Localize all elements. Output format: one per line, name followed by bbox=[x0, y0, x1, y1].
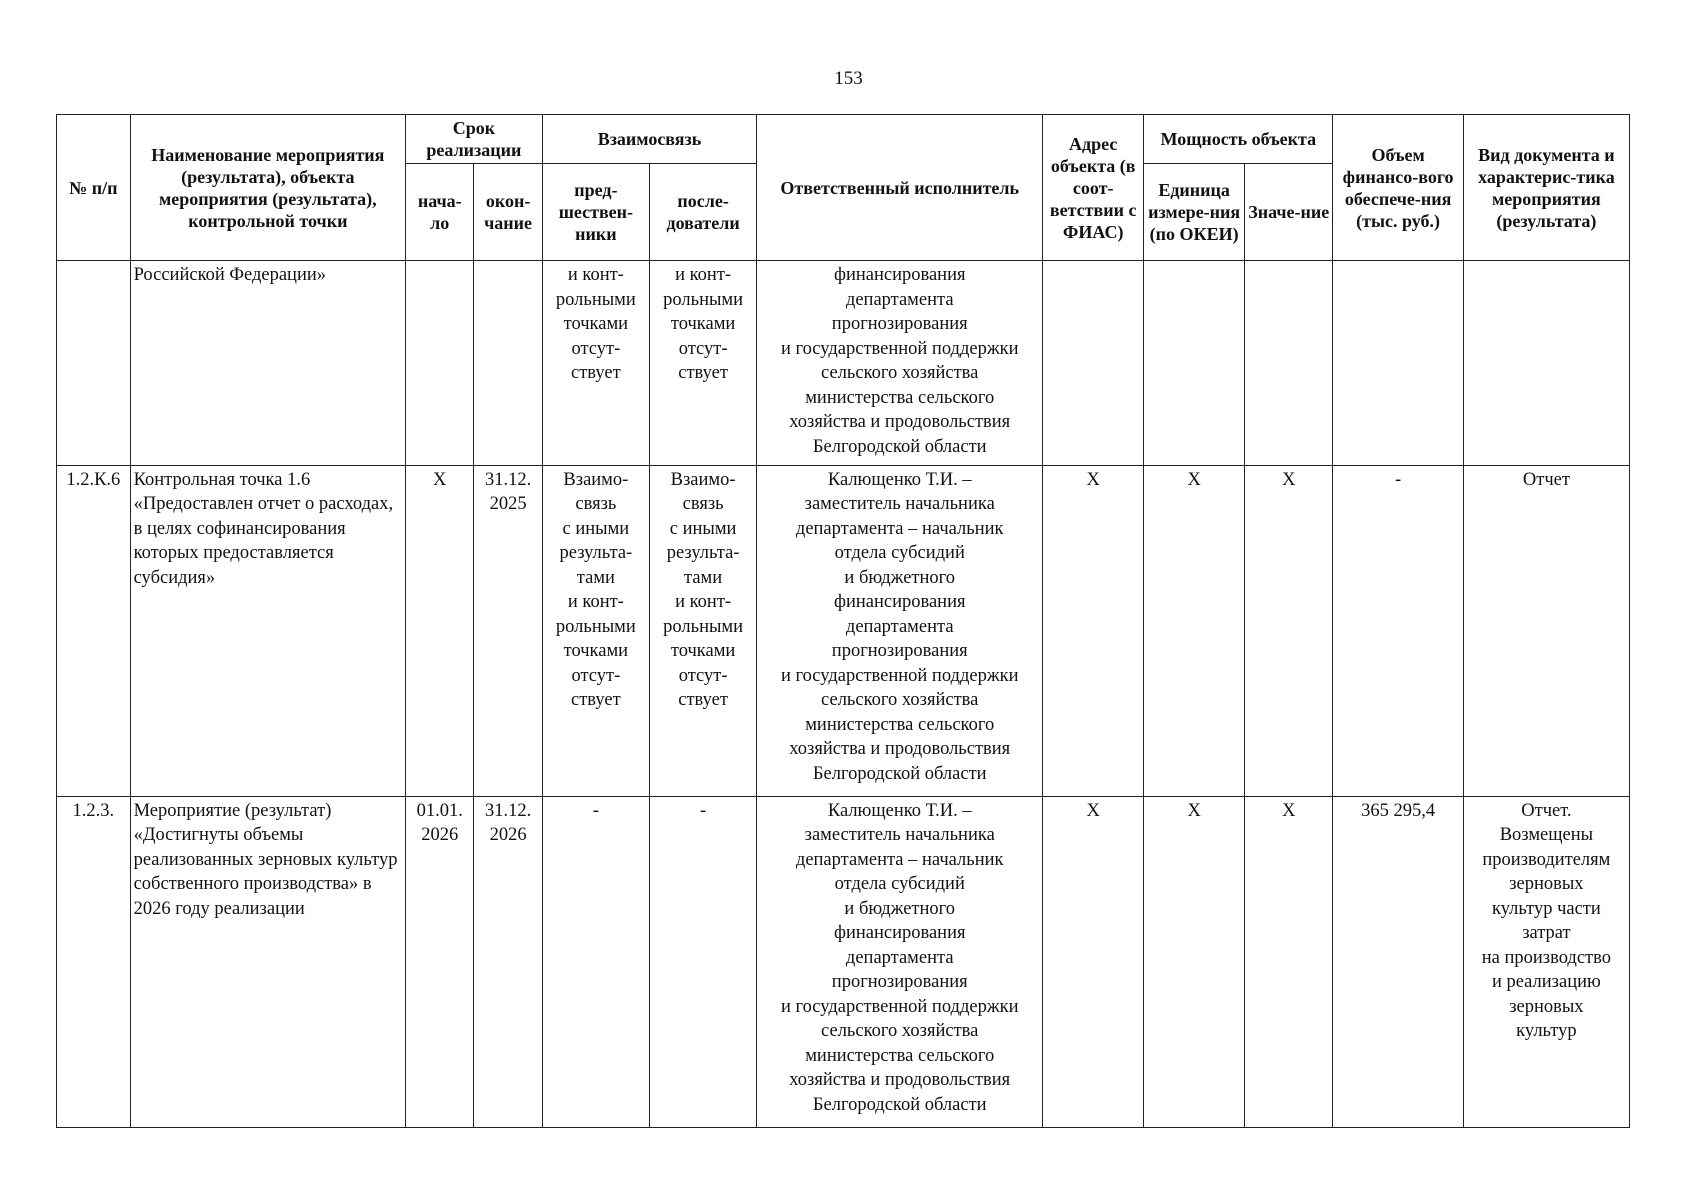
cell-line: прогнозирования bbox=[831, 314, 968, 334]
cell-line: ствует bbox=[678, 363, 728, 383]
cell-line: Белгородской области bbox=[812, 1094, 987, 1115]
cell-line: отсут- bbox=[571, 338, 621, 359]
table-row bbox=[57, 796, 1630, 1127]
row-responsible bbox=[757, 465, 1043, 796]
cell-line: Отчет bbox=[1522, 469, 1570, 490]
cell-line: зерновых bbox=[1509, 996, 1584, 1017]
cell-line: затрат bbox=[1522, 923, 1571, 944]
cell-line: и конт- bbox=[567, 265, 624, 285]
cell-line: культур части bbox=[1491, 898, 1601, 919]
cell-line: рольными bbox=[555, 616, 636, 637]
cell-line: и конт- bbox=[675, 265, 732, 285]
header-term: Срок реализации bbox=[406, 115, 543, 164]
cell-line: хозяйства и продовольствия bbox=[789, 739, 1011, 760]
header-capacity: Мощность объекта bbox=[1144, 115, 1333, 164]
cell-line: результа- bbox=[666, 543, 740, 564]
row-finance bbox=[1333, 261, 1463, 466]
cell-line: министерства сельского bbox=[805, 387, 995, 408]
cell-line: департамента – начальник bbox=[795, 849, 1004, 870]
row-num bbox=[57, 261, 131, 466]
cell-line: департамента – начальник bbox=[795, 518, 1004, 539]
cell-line: и реализацию bbox=[1491, 972, 1601, 993]
cell-line: финансирования bbox=[833, 592, 966, 613]
row-responsible bbox=[757, 261, 1043, 466]
header-row-top bbox=[57, 115, 1630, 164]
row-doc bbox=[1463, 261, 1629, 466]
cell-line: рольными bbox=[663, 616, 744, 637]
row-value: X bbox=[1245, 796, 1333, 1127]
cell-line: сельского хозяйства bbox=[821, 363, 979, 383]
cell-line: Возмещены bbox=[1499, 825, 1594, 846]
cell-line: Белгородской области bbox=[812, 436, 987, 457]
cell-line: финансирования bbox=[833, 265, 966, 285]
cell-line: Отчет. bbox=[1521, 800, 1572, 821]
header-responsible: Ответственный исполнитель bbox=[757, 115, 1043, 261]
cell-line: тами bbox=[576, 567, 615, 588]
cell-line: результа- bbox=[559, 543, 633, 564]
row-address: X bbox=[1043, 796, 1144, 1127]
cell-line: ствует bbox=[678, 690, 728, 711]
row-name: Российской Федерации» bbox=[130, 261, 405, 466]
row-unit bbox=[1144, 261, 1245, 466]
table-row bbox=[57, 261, 1630, 466]
cell-line: Калющенко Т.И. – bbox=[827, 469, 972, 490]
cell-line: точками bbox=[670, 314, 736, 334]
cell-line: хозяйства и продовольствия bbox=[789, 1070, 1011, 1091]
cell-line: тами bbox=[684, 567, 723, 588]
cell-line: с иными bbox=[669, 518, 737, 539]
row-doc bbox=[1463, 796, 1629, 1127]
cell-line: ствует bbox=[571, 690, 621, 711]
header-relation-pred: пред-шествен-ники bbox=[542, 164, 649, 261]
cell-line: - bbox=[592, 800, 599, 821]
cell-line: связь bbox=[682, 494, 724, 515]
row-end: 31.12. 2025 bbox=[474, 465, 542, 796]
cell-line: Взаимо- bbox=[563, 469, 629, 490]
row-finance: 365 295,4 bbox=[1333, 796, 1463, 1127]
row-start: 01.01. 2026 bbox=[406, 796, 474, 1127]
header-term-start: нача-ло bbox=[406, 164, 474, 261]
cell-line: хозяйства и продовольствия bbox=[789, 412, 1011, 432]
row-finance: - bbox=[1333, 465, 1463, 796]
row-responsible bbox=[757, 796, 1043, 1127]
header-address: Адрес объекта (в соот-ветствии с ФИАС) bbox=[1043, 115, 1144, 261]
header-relation: Взаимосвязь bbox=[542, 115, 756, 164]
row-start bbox=[406, 261, 474, 466]
header-capacity-unit: Единица измере-ния (по ОКЕИ) bbox=[1144, 164, 1245, 261]
cell-line: ствует bbox=[571, 363, 621, 383]
row-succ bbox=[649, 796, 756, 1127]
cell-line: финансирования bbox=[833, 923, 966, 944]
row-unit: X bbox=[1144, 465, 1245, 796]
row-pred bbox=[542, 465, 649, 796]
cell-line: и бюджетного bbox=[844, 898, 956, 919]
cell-line: прогнозирования bbox=[831, 641, 968, 662]
row-value: X bbox=[1245, 465, 1333, 796]
header-finance: Объем финансо-вого обеспече-ния (тыс. руб.) bbox=[1333, 115, 1463, 261]
cell-line: рольными bbox=[555, 289, 636, 310]
cell-line: - bbox=[700, 800, 707, 821]
cell-line: отсут- bbox=[678, 665, 728, 686]
row-name: Контрольная точка 1.6 «Предоставлен отчет о расходах, в целях софинансирования которых предоставляется субсидия» bbox=[130, 465, 405, 796]
cell-line: прогнозирования bbox=[831, 972, 968, 993]
cell-line: отдела субсидий bbox=[834, 543, 965, 564]
cell-line: и конт- bbox=[675, 592, 732, 613]
cell-line: культур bbox=[1516, 1021, 1577, 1042]
row-unit: X bbox=[1144, 796, 1245, 1127]
header-relation-succ: после-дователи bbox=[649, 164, 756, 261]
row-pred bbox=[542, 796, 649, 1127]
cell-line: и государственной поддержки bbox=[780, 665, 1019, 686]
row-start: X bbox=[406, 465, 474, 796]
cell-line: департамента bbox=[845, 947, 954, 968]
cell-line: министерства сельского bbox=[805, 1045, 995, 1066]
cell-line: сельского хозяйства bbox=[821, 690, 979, 711]
header-term-end: окон-чание bbox=[474, 164, 542, 261]
row-address bbox=[1043, 261, 1144, 466]
page-number: 153 bbox=[834, 68, 863, 89]
cell-line: рольными bbox=[663, 289, 744, 310]
cell-line: отсут- bbox=[678, 338, 728, 359]
cell-line: точками bbox=[563, 641, 629, 662]
cell-line: и бюджетного bbox=[844, 567, 956, 588]
header-num: № п/п bbox=[57, 115, 131, 261]
cell-line: отдела субсидий bbox=[834, 874, 965, 895]
row-end bbox=[474, 261, 542, 466]
cell-line: и конт- bbox=[567, 592, 624, 613]
cell-line: Взаимо- bbox=[670, 469, 736, 490]
cell-line: департамента bbox=[845, 616, 954, 637]
cell-line: заместитель начальника bbox=[804, 494, 995, 515]
cell-line: департамента bbox=[845, 289, 954, 310]
header-capacity-value: Значе-ние bbox=[1245, 164, 1333, 261]
header-doc-type: Вид документа и характерис-тика мероприятия (результата) bbox=[1463, 115, 1629, 261]
cell-line: с иными bbox=[562, 518, 630, 539]
cell-line: Белгородской области bbox=[812, 763, 987, 784]
row-num: 1.2.К.6 bbox=[57, 465, 131, 796]
cell-line: зерновых bbox=[1509, 874, 1584, 895]
events-table bbox=[56, 114, 1630, 1128]
row-doc bbox=[1463, 465, 1629, 796]
cell-line: и государственной поддержки bbox=[780, 338, 1019, 359]
cell-line: на производство bbox=[1481, 947, 1612, 968]
table-row bbox=[57, 465, 1630, 796]
cell-line: заместитель начальника bbox=[804, 825, 995, 846]
row-name: Мероприятие (результат) «Достигнуты объемы реализованных зерновых культур собственного производства» в 2026 году реализации bbox=[130, 796, 405, 1127]
row-num: 1.2.3. bbox=[57, 796, 131, 1127]
cell-line: точками bbox=[563, 314, 629, 334]
cell-line: точками bbox=[670, 641, 736, 662]
row-end: 31.12. 2026 bbox=[474, 796, 542, 1127]
cell-line: сельского хозяйства bbox=[821, 1021, 979, 1042]
row-value bbox=[1245, 261, 1333, 466]
cell-line: и государственной поддержки bbox=[780, 996, 1019, 1017]
cell-line: министерства сельского bbox=[805, 714, 995, 735]
header-name: Наименование мероприятия (результата), объекта мероприятия (результата), контрольной точки bbox=[130, 115, 405, 261]
cell-line: отсут- bbox=[571, 665, 621, 686]
row-succ bbox=[649, 465, 756, 796]
row-address: X bbox=[1043, 465, 1144, 796]
row-pred bbox=[542, 261, 649, 466]
cell-line: Калющенко Т.И. – bbox=[827, 800, 972, 821]
row-succ bbox=[649, 261, 756, 466]
cell-line: связь bbox=[575, 494, 617, 515]
cell-line: производителям bbox=[1482, 849, 1611, 870]
